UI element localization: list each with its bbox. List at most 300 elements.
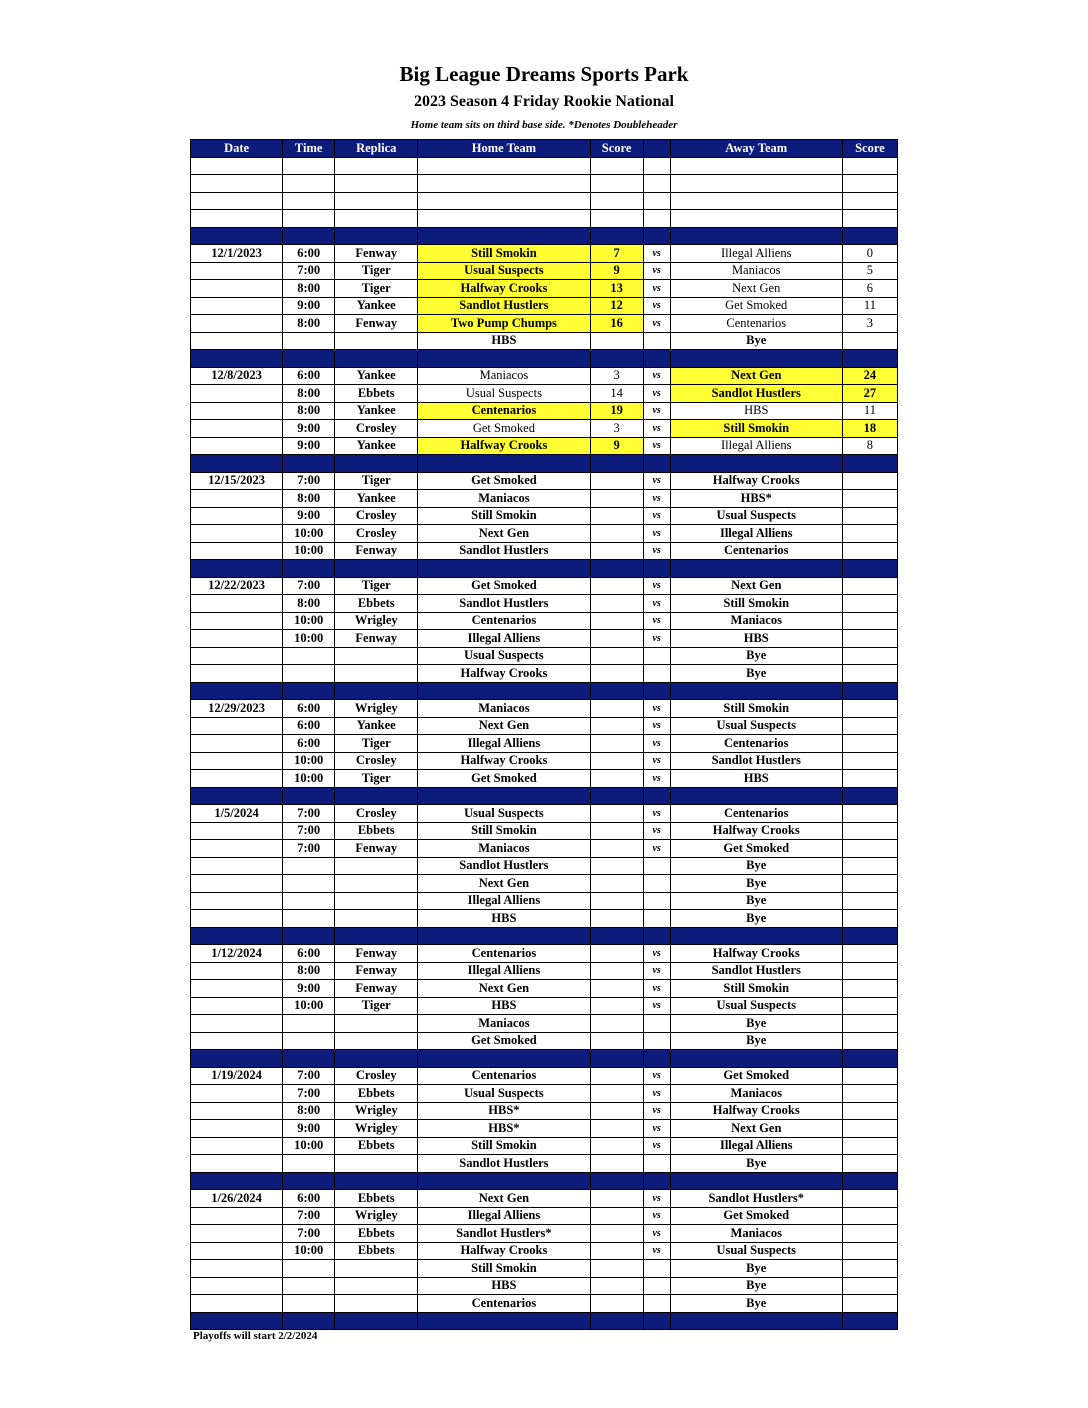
vs-cell: vs — [643, 577, 670, 595]
date-cell — [191, 980, 283, 998]
empty-cell — [670, 210, 842, 228]
col-header-date: Date — [191, 140, 283, 158]
home-score-cell — [590, 1102, 643, 1120]
away-team-cell: Usual Suspects — [670, 997, 842, 1015]
home-team-cell: HBS — [418, 1277, 590, 1295]
replica-field-cell: Tiger — [335, 735, 418, 753]
empty-cell — [670, 157, 842, 175]
vs-cell: vs — [643, 752, 670, 770]
empty-cell — [283, 192, 335, 210]
date-cell — [191, 840, 283, 858]
empty-cell — [191, 787, 283, 805]
away-score-cell — [842, 612, 897, 630]
vs-cell: vs — [643, 1085, 670, 1103]
empty-cell — [335, 560, 418, 578]
time-cell: 7:00 — [283, 840, 335, 858]
home-team-cell: Usual Suspects — [418, 1085, 590, 1103]
date-cell: 12/29/2023 — [191, 700, 283, 718]
away-team-cell: Maniacos — [670, 612, 842, 630]
header-row — [191, 140, 898, 158]
home-score-cell — [590, 910, 643, 928]
empty-cell — [670, 927, 842, 945]
replica-field-cell: Yankee — [335, 437, 418, 455]
empty-cell — [335, 210, 418, 228]
vs-cell: vs — [643, 262, 670, 280]
empty-cell — [191, 1172, 283, 1190]
home-team-cell: HBS* — [418, 1120, 590, 1138]
vs-cell: vs — [643, 945, 670, 963]
away-team-cell: Get Smoked — [670, 297, 842, 315]
home-score-cell — [590, 542, 643, 560]
away-score-cell — [842, 962, 897, 980]
game-row — [191, 490, 898, 508]
away-score-cell — [842, 1102, 897, 1120]
time-cell: 7:00 — [283, 1207, 335, 1225]
game-row — [191, 630, 898, 648]
vs-cell: vs — [643, 507, 670, 525]
playoffs-note: Playoffs will start 2/2/2024 — [193, 1330, 318, 1342]
replica-field-cell: Fenway — [335, 245, 418, 263]
away-score-cell — [842, 997, 897, 1015]
col-header-away-score: Score — [842, 140, 897, 158]
replica-field-cell: Yankee — [335, 490, 418, 508]
vs-cell: vs — [643, 420, 670, 438]
home-team-cell: Illegal Alliens — [418, 630, 590, 648]
vs-cell: vs — [643, 280, 670, 298]
date-cell — [191, 770, 283, 788]
date-cell — [191, 385, 283, 403]
vs-cell: vs — [643, 840, 670, 858]
home-score-cell — [590, 612, 643, 630]
home-score-cell — [590, 997, 643, 1015]
away-score-cell — [842, 822, 897, 840]
away-score-cell — [842, 1260, 897, 1278]
blank-row — [191, 210, 898, 228]
away-team-cell: Still Smokin — [670, 595, 842, 613]
empty-cell — [670, 192, 842, 210]
time-cell: 10:00 — [283, 752, 335, 770]
time-cell: 10:00 — [283, 612, 335, 630]
home-team-cell: Get Smoked — [418, 472, 590, 490]
replica-field-cell: Ebbets — [335, 385, 418, 403]
week-separator-row — [191, 455, 898, 473]
time-cell — [283, 1295, 335, 1313]
time-cell: 7:00 — [283, 577, 335, 595]
vs-cell — [643, 647, 670, 665]
game-row — [191, 840, 898, 858]
game-row — [191, 1032, 898, 1050]
empty-cell — [418, 455, 590, 473]
replica-field-cell: Crosley — [335, 507, 418, 525]
empty-cell — [418, 927, 590, 945]
vs-cell: vs — [643, 822, 670, 840]
vs-cell: vs — [643, 997, 670, 1015]
empty-cell — [191, 927, 283, 945]
time-cell — [283, 1260, 335, 1278]
away-team-cell: Sandlot Hustlers — [670, 752, 842, 770]
date-cell — [191, 297, 283, 315]
empty-cell — [191, 350, 283, 368]
empty-cell — [283, 787, 335, 805]
home-team-cell: Get Smoked — [418, 770, 590, 788]
home-team-cell: Still Smokin — [418, 1260, 590, 1278]
home-score-cell — [590, 1277, 643, 1295]
away-score-cell — [842, 490, 897, 508]
empty-cell — [335, 227, 418, 245]
home-score-cell — [590, 595, 643, 613]
away-team-cell: Centenarios — [670, 542, 842, 560]
home-team-cell: Sandlot Hustlers — [418, 297, 590, 315]
replica-field-cell: Crosley — [335, 420, 418, 438]
date-cell — [191, 822, 283, 840]
home-score-cell — [590, 1137, 643, 1155]
game-row — [191, 595, 898, 613]
time-cell: 8:00 — [283, 315, 335, 333]
replica-field-cell: Fenway — [335, 945, 418, 963]
replica-field-cell — [335, 892, 418, 910]
replica-field-cell: Ebbets — [335, 1137, 418, 1155]
home-team-cell: Maniacos — [418, 840, 590, 858]
home-score-cell — [590, 840, 643, 858]
time-cell — [283, 1155, 335, 1173]
home-team-cell: Maniacos — [418, 700, 590, 718]
time-cell: 10:00 — [283, 1242, 335, 1260]
time-cell: 7:00 — [283, 262, 335, 280]
home-score-cell: 3 — [590, 420, 643, 438]
home-team-cell: Maniacos — [418, 1015, 590, 1033]
vs-cell: vs — [643, 595, 670, 613]
date-cell — [191, 892, 283, 910]
game-row — [191, 315, 898, 333]
time-cell: 7:00 — [283, 472, 335, 490]
home-team-cell: Maniacos — [418, 490, 590, 508]
game-row — [191, 997, 898, 1015]
vs-cell — [643, 332, 670, 350]
date-cell — [191, 1295, 283, 1313]
vs-cell: vs — [643, 490, 670, 508]
date-cell: 12/8/2023 — [191, 367, 283, 385]
away-score-cell — [842, 542, 897, 560]
time-cell: 6:00 — [283, 717, 335, 735]
date-cell — [191, 490, 283, 508]
vs-cell — [643, 1277, 670, 1295]
time-cell — [283, 1015, 335, 1033]
home-score-cell — [590, 962, 643, 980]
away-team-cell: Still Smokin — [670, 980, 842, 998]
home-team-cell: Sandlot Hustlers* — [418, 1225, 590, 1243]
away-score-cell — [842, 1207, 897, 1225]
home-score-cell: 19 — [590, 402, 643, 420]
empty-cell — [191, 1312, 283, 1330]
game-row — [191, 402, 898, 420]
replica-field-cell: Fenway — [335, 630, 418, 648]
home-score-cell: 12 — [590, 297, 643, 315]
game-row — [191, 507, 898, 525]
date-cell: 1/5/2024 — [191, 805, 283, 823]
date-cell — [191, 1015, 283, 1033]
home-score-cell — [590, 472, 643, 490]
date-cell — [191, 717, 283, 735]
away-score-cell — [842, 700, 897, 718]
home-team-cell: Still Smokin — [418, 1137, 590, 1155]
home-score-cell — [590, 717, 643, 735]
game-row — [191, 752, 898, 770]
empty-cell — [418, 227, 590, 245]
time-cell — [283, 665, 335, 683]
vs-cell: vs — [643, 1190, 670, 1208]
time-cell — [283, 1277, 335, 1295]
game-row-week-start — [191, 1067, 898, 1085]
vs-cell — [643, 1015, 670, 1033]
home-team-cell: Usual Suspects — [418, 647, 590, 665]
empty-cell — [590, 1050, 643, 1068]
empty-cell — [191, 192, 283, 210]
empty-cell — [418, 787, 590, 805]
replica-field-cell — [335, 875, 418, 893]
col-header-home-team: Home Team — [418, 140, 590, 158]
away-score-cell — [842, 525, 897, 543]
away-score-cell — [842, 1295, 897, 1313]
vs-cell: vs — [643, 1102, 670, 1120]
empty-cell — [335, 1050, 418, 1068]
time-cell: 6:00 — [283, 735, 335, 753]
game-row — [191, 647, 898, 665]
away-team-cell: Sandlot Hustlers* — [670, 1190, 842, 1208]
game-row — [191, 665, 898, 683]
time-cell: 9:00 — [283, 297, 335, 315]
away-score-cell — [842, 945, 897, 963]
empty-cell — [670, 175, 842, 193]
away-team-cell: Halfway Crooks — [670, 1102, 842, 1120]
empty-cell — [283, 175, 335, 193]
away-team-cell: Bye — [670, 665, 842, 683]
replica-field-cell: Wrigley — [335, 700, 418, 718]
empty-cell — [335, 157, 418, 175]
game-row — [191, 297, 898, 315]
replica-field-cell — [335, 665, 418, 683]
home-team-cell: Centenarios — [418, 945, 590, 963]
home-team-cell: Sandlot Hustlers — [418, 542, 590, 560]
empty-cell — [590, 1312, 643, 1330]
time-cell: 8:00 — [283, 280, 335, 298]
vs-cell: vs — [643, 1120, 670, 1138]
home-team-cell: Still Smokin — [418, 507, 590, 525]
away-team-cell: Centenarios — [670, 805, 842, 823]
game-row — [191, 1207, 898, 1225]
empty-cell — [335, 787, 418, 805]
away-team-cell: HBS — [670, 630, 842, 648]
date-cell — [191, 647, 283, 665]
time-cell: 10:00 — [283, 1137, 335, 1155]
vs-cell — [643, 1260, 670, 1278]
schedule-table — [190, 139, 898, 1330]
away-team-cell: Usual Suspects — [670, 1242, 842, 1260]
date-cell — [191, 1260, 283, 1278]
away-score-cell — [842, 752, 897, 770]
away-team-cell: HBS* — [670, 490, 842, 508]
col-header-vs — [643, 140, 670, 158]
home-team-cell: HBS — [418, 332, 590, 350]
home-score-cell: 13 — [590, 280, 643, 298]
game-row-week-start — [191, 367, 898, 385]
away-team-cell: Usual Suspects — [670, 717, 842, 735]
game-row — [191, 1102, 898, 1120]
date-cell — [191, 280, 283, 298]
time-cell: 6:00 — [283, 367, 335, 385]
replica-field-cell: Fenway — [335, 315, 418, 333]
away-team-cell: Maniacos — [670, 1225, 842, 1243]
home-score-cell — [590, 1225, 643, 1243]
game-row — [191, 437, 898, 455]
date-cell — [191, 1277, 283, 1295]
date-cell — [191, 665, 283, 683]
vs-cell: vs — [643, 1207, 670, 1225]
home-team-cell: Usual Suspects — [418, 385, 590, 403]
home-team-cell: Halfway Crooks — [418, 1242, 590, 1260]
replica-field-cell: Wrigley — [335, 1102, 418, 1120]
time-cell: 7:00 — [283, 1085, 335, 1103]
week-separator-row — [191, 350, 898, 368]
week-separator-row — [191, 1050, 898, 1068]
home-score-cell — [590, 735, 643, 753]
home-team-cell: Next Gen — [418, 525, 590, 543]
away-team-cell: Bye — [670, 332, 842, 350]
home-score-cell — [590, 1155, 643, 1173]
home-team-cell: Get Smoked — [418, 1032, 590, 1050]
time-cell: 10:00 — [283, 770, 335, 788]
vs-cell: vs — [643, 297, 670, 315]
date-cell — [191, 1137, 283, 1155]
replica-field-cell: Wrigley — [335, 1207, 418, 1225]
week-separator-row — [191, 1312, 898, 1330]
replica-field-cell — [335, 647, 418, 665]
replica-field-cell: Ebbets — [335, 1190, 418, 1208]
vs-cell: vs — [643, 805, 670, 823]
away-team-cell: Halfway Crooks — [670, 822, 842, 840]
vs-cell: vs — [643, 315, 670, 333]
home-team-cell: HBS — [418, 910, 590, 928]
empty-cell — [335, 455, 418, 473]
empty-cell — [418, 175, 590, 193]
home-score-cell — [590, 577, 643, 595]
empty-cell — [643, 682, 670, 700]
time-cell: 9:00 — [283, 980, 335, 998]
away-team-cell: Bye — [670, 857, 842, 875]
home-team-cell: Illegal Alliens — [418, 962, 590, 980]
date-cell: 12/22/2023 — [191, 577, 283, 595]
home-score-cell: 14 — [590, 385, 643, 403]
empty-cell — [590, 157, 643, 175]
away-score-cell — [842, 910, 897, 928]
vs-cell: vs — [643, 770, 670, 788]
empty-cell — [643, 1172, 670, 1190]
empty-cell — [283, 157, 335, 175]
replica-field-cell: Tiger — [335, 577, 418, 595]
time-cell: 8:00 — [283, 490, 335, 508]
empty-cell — [283, 210, 335, 228]
empty-cell — [643, 560, 670, 578]
time-cell: 8:00 — [283, 962, 335, 980]
empty-cell — [283, 1050, 335, 1068]
empty-cell — [335, 192, 418, 210]
home-team-cell: Usual Suspects — [418, 262, 590, 280]
time-cell: 8:00 — [283, 1102, 335, 1120]
game-row — [191, 1120, 898, 1138]
away-team-cell: Next Gen — [670, 367, 842, 385]
replica-field-cell — [335, 1155, 418, 1173]
empty-cell — [590, 1172, 643, 1190]
replica-field-cell: Tiger — [335, 472, 418, 490]
empty-cell — [670, 787, 842, 805]
time-cell — [283, 875, 335, 893]
home-team-cell: Sandlot Hustlers — [418, 1155, 590, 1173]
replica-field-cell: Ebbets — [335, 822, 418, 840]
away-score-cell — [842, 1242, 897, 1260]
week-separator-row — [191, 787, 898, 805]
away-score-cell — [842, 717, 897, 735]
away-score-cell — [842, 770, 897, 788]
empty-cell — [191, 157, 283, 175]
time-cell: 7:00 — [283, 805, 335, 823]
empty-cell — [590, 227, 643, 245]
week-separator-row — [191, 1172, 898, 1190]
away-score-cell — [842, 332, 897, 350]
week-separator-row — [191, 927, 898, 945]
away-score-cell — [842, 595, 897, 613]
replica-field-cell: Fenway — [335, 980, 418, 998]
date-cell — [191, 420, 283, 438]
vs-cell: vs — [643, 717, 670, 735]
game-row — [191, 280, 898, 298]
empty-cell — [283, 682, 335, 700]
home-team-cell: Halfway Crooks — [418, 437, 590, 455]
empty-cell — [283, 227, 335, 245]
away-score-cell — [842, 805, 897, 823]
away-score-cell — [842, 1067, 897, 1085]
replica-field-cell: Fenway — [335, 542, 418, 560]
home-score-cell: 7 — [590, 245, 643, 263]
home-score-cell — [590, 647, 643, 665]
away-team-cell: Bye — [670, 1295, 842, 1313]
home-team-cell: Usual Suspects — [418, 805, 590, 823]
vs-cell: vs — [643, 367, 670, 385]
vs-cell: vs — [643, 385, 670, 403]
empty-cell — [283, 1312, 335, 1330]
away-team-cell: Centenarios — [670, 735, 842, 753]
game-row — [191, 910, 898, 928]
replica-field-cell: Tiger — [335, 280, 418, 298]
replica-field-cell: Yankee — [335, 367, 418, 385]
empty-cell — [842, 175, 897, 193]
away-team-cell: Get Smoked — [670, 840, 842, 858]
home-team-cell: Illegal Alliens — [418, 892, 590, 910]
home-score-cell — [590, 980, 643, 998]
game-row — [191, 1155, 898, 1173]
time-cell — [283, 892, 335, 910]
date-cell — [191, 962, 283, 980]
game-row — [191, 892, 898, 910]
vs-cell: vs — [643, 735, 670, 753]
replica-field-cell — [335, 910, 418, 928]
date-cell — [191, 1120, 283, 1138]
empty-cell — [842, 350, 897, 368]
time-cell: 6:00 — [283, 1190, 335, 1208]
replica-field-cell: Ebbets — [335, 1085, 418, 1103]
home-score-cell — [590, 892, 643, 910]
date-cell — [191, 1102, 283, 1120]
away-team-cell: Halfway Crooks — [670, 472, 842, 490]
away-team-cell: Bye — [670, 1277, 842, 1295]
